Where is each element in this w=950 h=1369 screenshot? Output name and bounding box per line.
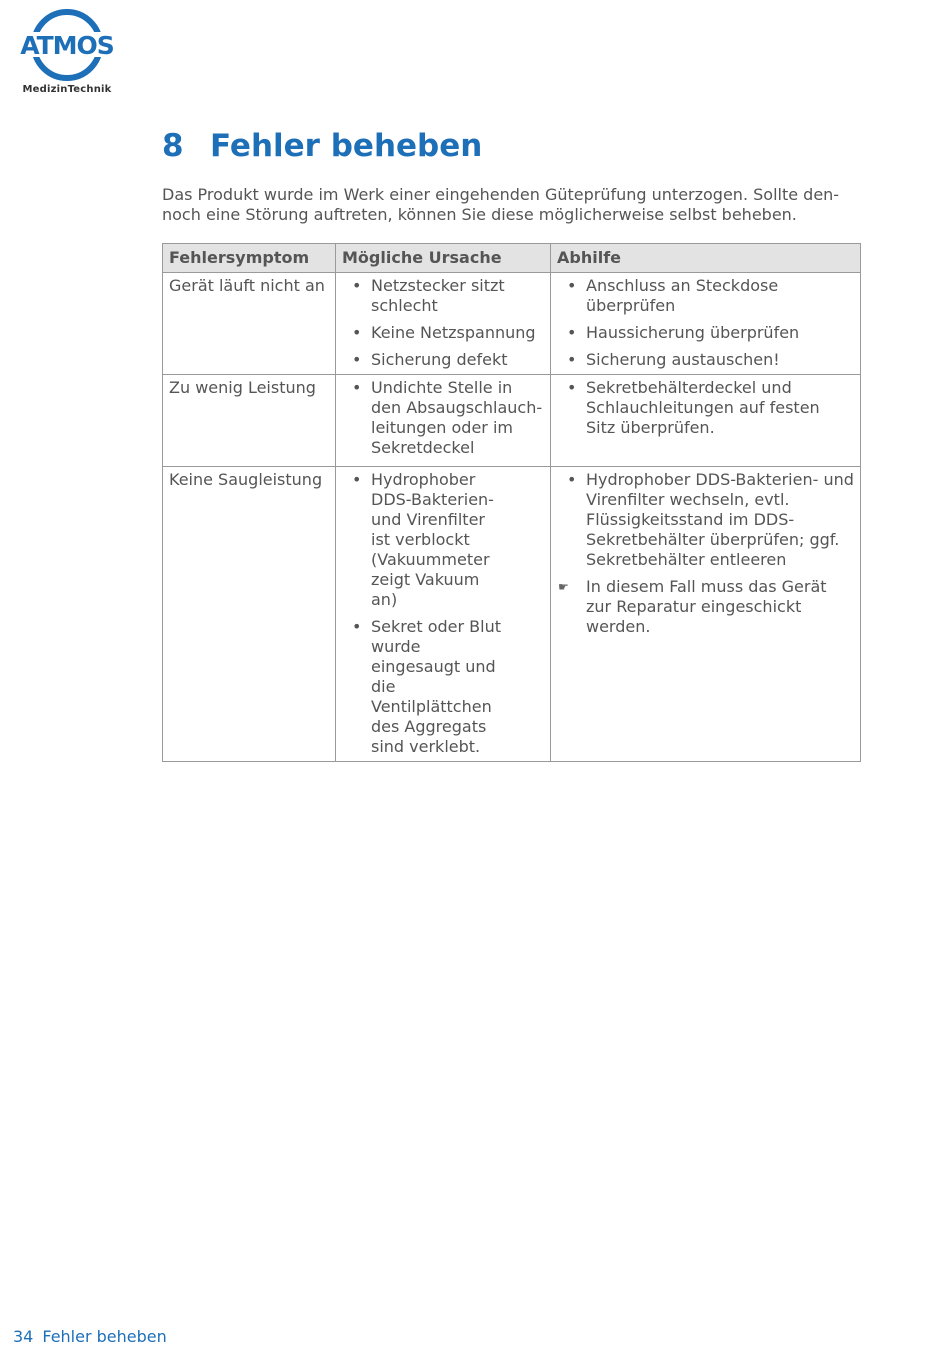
list-item [342,350,544,370]
note-text: In diesem Fall muss das Gerät zur Reparatur eingeschickt werden. [586,577,827,636]
atmos-logo-mark [18,8,116,84]
list-item [342,323,544,343]
bullet: • [352,350,362,369]
note-item [557,577,854,637]
remedy-cell [551,467,861,762]
list-item [557,470,854,570]
troubleshooting-table [162,243,861,762]
symptom-cell: Zu wenig Leistung [163,375,336,467]
atmos-logo [18,8,116,100]
section-number: 8 [162,128,184,164]
list-item [557,276,854,316]
page-number: 34 [13,1327,34,1346]
list-item [342,470,544,610]
header-remedy: Abhilfe [551,244,861,273]
header-cause: Mögliche Ursache [336,244,551,273]
cause-list [342,276,544,370]
cause-list [342,378,544,458]
cause-cell [336,375,551,467]
list-item [557,323,854,343]
intro-paragraph [162,185,852,225]
logo-wordmark: ATMOS [20,31,114,60]
remedy-list [557,378,854,438]
bullet: • [352,276,362,295]
remedy-text: Anschluss an Steckdose überprüfen [586,276,779,315]
cause-text: Hydrophober DDS-Bakterien- und Virenfilter ist verblockt (Vakuummeter zeigt Vakuum an) [371,470,494,609]
pointing-hand-icon: ☛ [558,580,569,594]
footer-section: Fehler beheben [42,1327,167,1346]
remedy-text: Sekretbehälterdeckel und Schlauchleitungen auf festen Sitz überprüfen. [586,378,820,437]
logo-tagline: MedizinTechnik [22,84,112,95]
bullet: • [352,378,362,397]
remedy-list [557,470,854,637]
table-row [163,273,861,375]
remedy-text: Hydrophober DDS-Bakterien- und Virenfilter wechseln, evtl. Flüssigkeitsstand im DDS-Sekretbehälter überprüfen; ggf. Sekretbehälter entleeren [586,470,854,569]
bullet: • [567,276,577,295]
remedy-cell [551,375,861,467]
list-item [342,617,544,757]
cause-text: Undichte Stelle in den Absaugschlauch-leitungen oder im Sekretdeckel [371,378,543,457]
list-item [557,350,854,370]
list-item [557,378,854,438]
bullet: • [567,378,577,397]
cause-text: Sekret oder Blut wurde eingesaugt und die Ventilplättchen des Aggregats sind verklebt. [371,617,501,756]
cause-list [342,470,544,757]
section-heading [162,128,482,164]
list-item [342,378,544,458]
remedy-text: Sicherung austauschen! [586,350,780,369]
cause-text: Netzstecker sitzt schlecht [371,276,505,315]
symptom-cell: Gerät läuft nicht an [163,273,336,375]
page-footer [13,1327,167,1346]
bullet: • [352,617,362,636]
cause-cell [336,273,551,375]
bullet: • [352,470,362,489]
table-row [163,375,861,467]
remedy-cell [551,273,861,375]
bullet: • [567,323,577,342]
header-symptom: Fehlersymptom [163,244,336,273]
cause-text: Sicherung defekt [371,350,508,369]
intro-text: Das Produkt wurde im Werk einer eingehenden Güteprüfung unterzogen. Sollte den- noch eine Störung auftreten, können Sie diese möglicherweise selbst beheben. [162,185,840,224]
table-header-row [163,244,861,273]
bullet: • [352,323,362,342]
bullet: • [567,350,577,369]
table-row [163,467,861,762]
remedy-list [557,276,854,370]
symptom-cell: Keine Saugleistung [163,467,336,762]
cause-cell [336,467,551,762]
section-title: Fehler beheben [210,128,483,164]
cause-text: Keine Netzspannung [371,323,536,342]
bullet: • [567,470,577,489]
list-item [342,276,544,316]
remedy-text: Haussicherung überprüfen [586,323,800,342]
